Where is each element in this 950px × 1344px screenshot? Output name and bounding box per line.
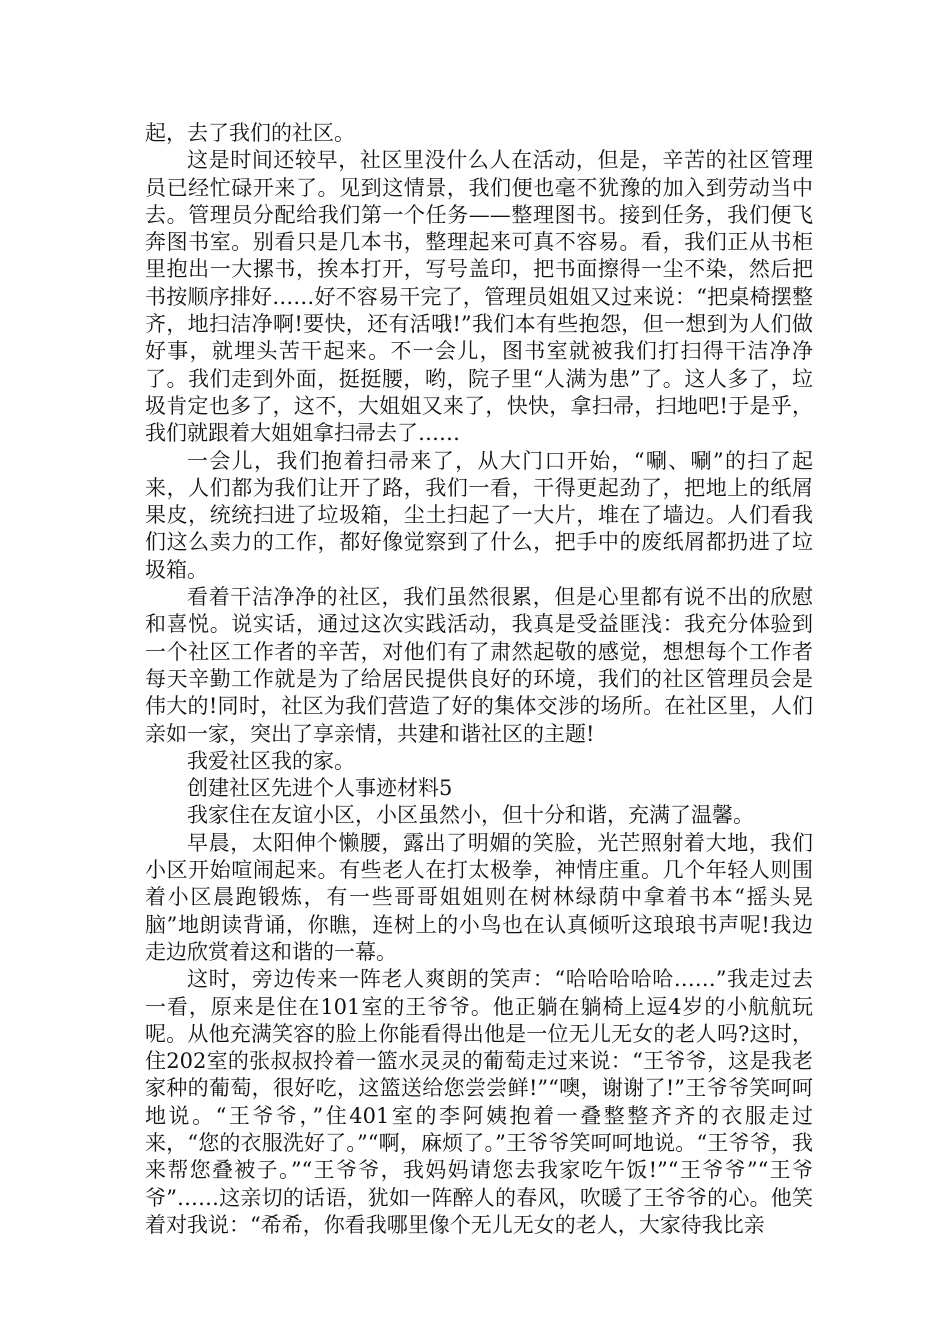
paragraph-9: 这时，旁边传来一阵老人爽朗的笑声：“哈哈哈哈哈……”我走过去一看，原来是住在101室的王爷爷。他正躺在躺椅上逗4岁的小航航玩呢。从他充满笑容的脸上你能看得出他是一位无儿无女的老人吗?这时，住202室的张叔叔拎着一篮水灵灵的葡萄走过来说：“王爷爷，这是我老家种的葡萄，很好吃，这篮送给您尝尝鲜!”“噢，谢谢了!”王爷爷笑呵呵地说。“王爷爷，”住401室的李阿姨抱着一叠整整齐齐的衣服走过来，“您的衣服洗好了。”“啊，麻烦了。”王爷爷笑呵呵地说。“王爷爷，我来帮您叠被子。”“王爷爷，我妈妈请您去我家吃午饭!”“王爷爷”“王爷爷”……这亲切的话语，犹如一阵醉人的春风，吹暖了王爷爷的心。他笑着对我说：“希希，你看我哪里像个无儿无女的老人，大家待我比亲 (145, 967, 813, 1237)
paragraph-1: 起，去了我们的社区。 (145, 121, 355, 145)
document-body (145, 120, 813, 1239)
paragraph-8: 早晨，太阳伸个懒腰，露出了明媚的笑脸，光芒照射着大地，我们小区开始喧闹起来。有些老人在打太极拳，神情庄重。几个年轻人则围着小区晨跑锻炼，有一些哥哥姐姐则在树林绿荫中拿着书本“摇头晃脑”地朗读背诵，你瞧，连树上的小鸟也在认真倾听这琅琅书声呢!我边走边欣赏着这和谐的一幕。 (145, 830, 813, 964)
paragraph-7: 我家住在友谊小区，小区虽然小，但十分和谐，充满了温馨。 (187, 803, 754, 828)
paragraph-5: 我爱社区我的家。 (187, 748, 355, 773)
paragraph-2: 这是时间还较早，社区里没什么人在活动，但是，辛苦的社区管理员已经忙碌开来了。见到这情景，我们便也毫不犹豫的加入到劳动当中去。管理员分配给我们第一个任务——整理图书。接到任务，我们便飞奔图书室。别看只是几本书，整理起来可真不容易。看，我们正从书柜里抱出一大摞书，挨本打开，写号盖印，把书面擦得一尘不染，然后把书按顺序排好……好不容易干完了，管理员姐姐又过来说：“把桌椅摆整齐，地扫洁净啊!要快，还有活哦!”我们本有些抱怨，但一想到为人们做好事，就埋头苦干起来。不一会儿，图书室就被我们打扫得干洁净净了。我们走到外面，挺挺腰，哟，院子里“人满为患”了。这人多了，垃圾肯定也多了，这不，大姐姐又来了，快快，拿扫帚，扫地吧!于是乎，我们就跟着大姐姐拿扫帚去了…… (145, 148, 813, 446)
paragraph-4: 看着干洁净净的社区，我们虽然很累，但是心里都有说不出的欣慰和喜悦。说实话，通过这次实践活动，我真是受益匪浅：我充分体验到一个社区工作者的辛苦，对他们有了肃然起敬的感觉，想想每个工作者每天辛勤工作就是为了给居民提供良好的环境，我们的社区管理员会是伟大的!同时，社区为我们营造了好的集体交涉的场所。在社区里，人们亲如一家，突出了享亲情，共建和谐社区的主题! (145, 585, 813, 746)
paragraph-3: 一会儿，我们抱着扫帚来了，从大门口开始，“唰、唰”的扫了起来，人们都为我们让开了路，我们一看，干得更起劲了，把地上的纸屑果皮，统统扫进了垃圾箱，尘土扫起了一大片，堆在了墙边。人们看我们这么卖力的工作，都好像觉察到了什么，把手中的废纸屑都扔进了垃圾箱。 (145, 448, 813, 582)
section-heading: 创建社区先进个人事迹材料5 (187, 776, 453, 801)
